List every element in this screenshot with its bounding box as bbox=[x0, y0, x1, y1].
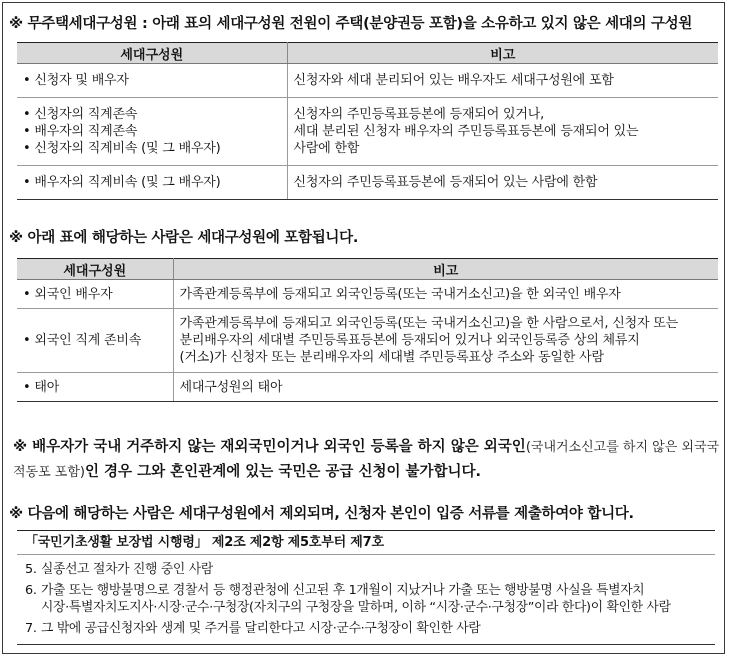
member-cell bbox=[17, 309, 173, 373]
note-cell bbox=[173, 280, 718, 309]
notice-bold-part2: 인 경우 그와 혼인관계에 있는 국민은 공급 신청이 불가합니다. bbox=[85, 464, 482, 480]
note-line: (거소)가 신청자 또는 분리배우자의 세대별 주민등록표상 주소와 동일한 사람 bbox=[179, 350, 604, 365]
item-number: 6. bbox=[25, 582, 37, 598]
member-item: • 신청자 및 배우자 bbox=[23, 72, 281, 89]
section2-heading: ※ 아래 표에 해당하는 사람은 세대구성원에 포함됩니다. bbox=[9, 230, 359, 246]
notice-bold-part1: ※ 배우자가 국내 거주하지 않는 재외국민이거나 외국인 등록을 하지 않은 외국인 bbox=[13, 439, 526, 455]
table-row bbox=[17, 309, 718, 373]
note-cell bbox=[173, 373, 718, 402]
note-line: 신청자의 주민등록표등본에 등재되어 있거나, bbox=[293, 107, 545, 122]
foreign-spouse-notice bbox=[13, 435, 721, 485]
note-line: 세대구성원의 태아 bbox=[179, 379, 283, 395]
section1-heading: ※ 무주택세대구성원 : 아래 표의 세대구성원 전원이 주택(분양권등 포함)을 소유하고 있지 않은 세대의 구성원 bbox=[9, 16, 693, 32]
note-line: 신청자의 주민등록표등본에 등재되어 있는 사람에 한함 bbox=[293, 175, 598, 190]
item-text bbox=[41, 561, 213, 579]
col-header-note: 비고 bbox=[173, 259, 718, 280]
member-item: • 외국인 배우자 bbox=[23, 286, 167, 303]
table-row bbox=[17, 98, 718, 166]
item-line: 그 밖에 공급신청자와 생계 및 주거를 달리한다고 시장·군수·구청장이 확인한 사람 bbox=[41, 620, 481, 636]
note-cell bbox=[287, 64, 718, 98]
member-cell bbox=[17, 280, 173, 309]
table-row bbox=[17, 280, 718, 309]
notice-normal-part: (국내거소신고를 하지 않은 외국국적동포 포함) bbox=[13, 440, 720, 480]
note-line: 신청자와 세대 분리되어 있는 배우자도 세대구성원에 포함 bbox=[293, 73, 614, 88]
item-text bbox=[41, 620, 481, 638]
member-cell bbox=[17, 98, 287, 166]
note-cell bbox=[287, 166, 718, 200]
section4-heading: ※ 다음에 해당하는 사람은 세대구성원에서 제외되며, 신청자 본인이 입증 서류를 제출하여야 합니다. bbox=[9, 506, 634, 522]
item-line: 가출 또는 행방불명으로 경찰서 등 행정관청에 신고된 후 1개월이 지났거나 가출 또는 행방불명 사실을 특별자치 bbox=[41, 582, 645, 598]
note-line: 사람에 한함 bbox=[293, 141, 360, 156]
member-item: • 외국인 직계 존비속 bbox=[23, 332, 167, 349]
item-text bbox=[41, 582, 671, 617]
member-item: • 배우자의 직계존속 bbox=[23, 123, 281, 140]
note-line: 가족관계등록부에 등재되고 외국인등록(또는 국내거소신고)을 한 외국인 배우자 bbox=[179, 286, 621, 302]
law-excerpt-box bbox=[17, 530, 715, 645]
member-item: • 신청자의 직계존속 bbox=[23, 106, 281, 123]
law-item-list bbox=[17, 555, 715, 644]
household-member-table bbox=[17, 42, 718, 200]
member-cell bbox=[17, 166, 287, 200]
item-number: 5. bbox=[25, 562, 37, 577]
item-line: 시장·특별자치도지사·시장·군수·구청장(자치구의 구청장을 말하며, 이하 “시장·군수·구청장”이라 한다)이 확인한 사람 bbox=[41, 600, 671, 615]
col-header-member: 세대구성원 bbox=[17, 259, 173, 280]
document-frame bbox=[2, 2, 725, 654]
included-member-table bbox=[17, 258, 718, 402]
col-header-note: 비고 bbox=[287, 43, 718, 64]
item-number: 7. bbox=[25, 620, 37, 636]
member-item: • 태아 bbox=[23, 379, 167, 396]
note-line: 세대 분리된 신청자 배우자의 주민등록표등본에 등재되어 있는 bbox=[293, 124, 639, 139]
law-title: 「국민기초생활 보장법 시행령」 제2조 제2항 제5호부터 제7호 bbox=[17, 531, 715, 555]
list-item bbox=[25, 582, 715, 617]
list-item bbox=[25, 620, 715, 638]
item-line: 실종선고 절차가 진행 중인 사람 bbox=[41, 562, 213, 577]
member-cell bbox=[17, 373, 173, 402]
table-row bbox=[17, 166, 718, 200]
note-cell bbox=[287, 98, 718, 166]
note-line: 분리배우자의 세대별 주민등록표등본에 등재되어 있거나 외국인등록증 상의 체류지 bbox=[179, 333, 640, 348]
member-item: • 신청자의 직계비속 (및 그 배우자) bbox=[23, 140, 281, 157]
member-cell bbox=[17, 64, 287, 98]
col-header-member: 세대구성원 bbox=[17, 43, 287, 64]
list-item bbox=[25, 561, 715, 579]
member-item: • 배우자의 직계비속 (및 그 배우자) bbox=[23, 174, 281, 191]
table-row bbox=[17, 64, 718, 98]
note-line: 가족관계등록부에 등재되고 외국인등록(또는 국내거소신고)을 한 사람으로서, 신청자 또는 bbox=[179, 316, 678, 331]
note-cell bbox=[173, 309, 718, 373]
table-row bbox=[17, 373, 718, 402]
